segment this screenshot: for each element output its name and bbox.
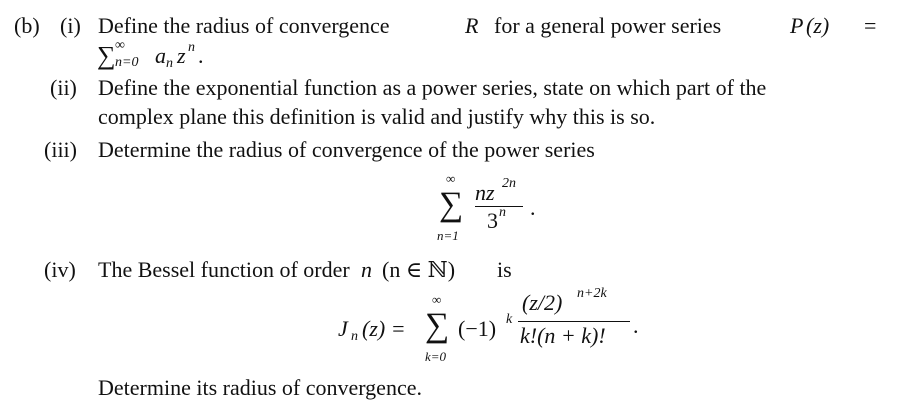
- sign-power: k: [506, 312, 513, 327]
- item-ii-line-2: complex plane this definition is valid and justify why this is so.: [98, 104, 656, 129]
- order-condition: (n ∈ ℕ): [382, 257, 456, 282]
- fraction-bar: [518, 321, 630, 322]
- period: .: [633, 313, 639, 338]
- item-iv-is: is: [497, 257, 512, 282]
- item-label-i: (i): [60, 13, 81, 38]
- power-n: n: [188, 40, 195, 55]
- fraction-denominator: k!(n + k)!: [520, 323, 606, 348]
- item-iv-final: Determine its radius of convergence.: [98, 375, 422, 400]
- bessel-symbol: J: [338, 316, 348, 341]
- fraction-numerator: (z/2): [522, 290, 563, 315]
- equals-sign: =: [864, 13, 877, 38]
- variable-z: z: [177, 43, 186, 68]
- item-ii-line-1: Define the exponential function as a power series, state on which part of the: [98, 75, 767, 100]
- bessel-arg: (z) =: [362, 316, 406, 341]
- bessel-order: n: [351, 329, 358, 344]
- item-iv-text: The Bessel function of order: [98, 257, 350, 282]
- item-label-iv: (iv): [44, 257, 76, 282]
- sigma-symbol: ∑: [439, 186, 464, 223]
- item-iii-line-1: Determine the radius of convergence of the power series: [98, 137, 595, 162]
- sum-lower: k=0: [425, 349, 447, 364]
- numerator-power: n+2k: [577, 286, 607, 301]
- series-symbol: P: [790, 13, 804, 38]
- sigma-symbol: ∑: [425, 307, 450, 344]
- denominator-power: n: [499, 205, 506, 220]
- radius-symbol: R: [465, 13, 479, 38]
- sum-lower: n=1: [437, 228, 459, 243]
- sum-upper: ∞: [432, 292, 442, 307]
- sum-upper: ∞: [446, 171, 456, 186]
- period: .: [198, 43, 204, 68]
- period: .: [530, 195, 536, 220]
- sum-lower: n=0: [115, 55, 139, 70]
- alternating-sign: (−1): [458, 316, 497, 341]
- item-label-ii: (ii): [50, 75, 77, 100]
- coefficient-a: a: [155, 43, 166, 68]
- coefficient-sub: n: [166, 56, 173, 71]
- part-label: (b): [14, 13, 40, 38]
- item-label-iii: (iii): [44, 137, 77, 162]
- fraction-denominator: 3: [487, 208, 498, 233]
- fraction-numerator: nz: [475, 180, 495, 205]
- item-i-text-a: Define the radius of convergence: [98, 13, 390, 38]
- sigma-inline: ∑: [97, 41, 116, 70]
- sum-upper: ∞: [115, 38, 125, 53]
- numerator-power: 2n: [502, 176, 516, 191]
- series-arg: (z): [806, 13, 830, 38]
- item-i-text-b: for a general power series: [494, 13, 722, 38]
- order-n: n: [361, 257, 372, 282]
